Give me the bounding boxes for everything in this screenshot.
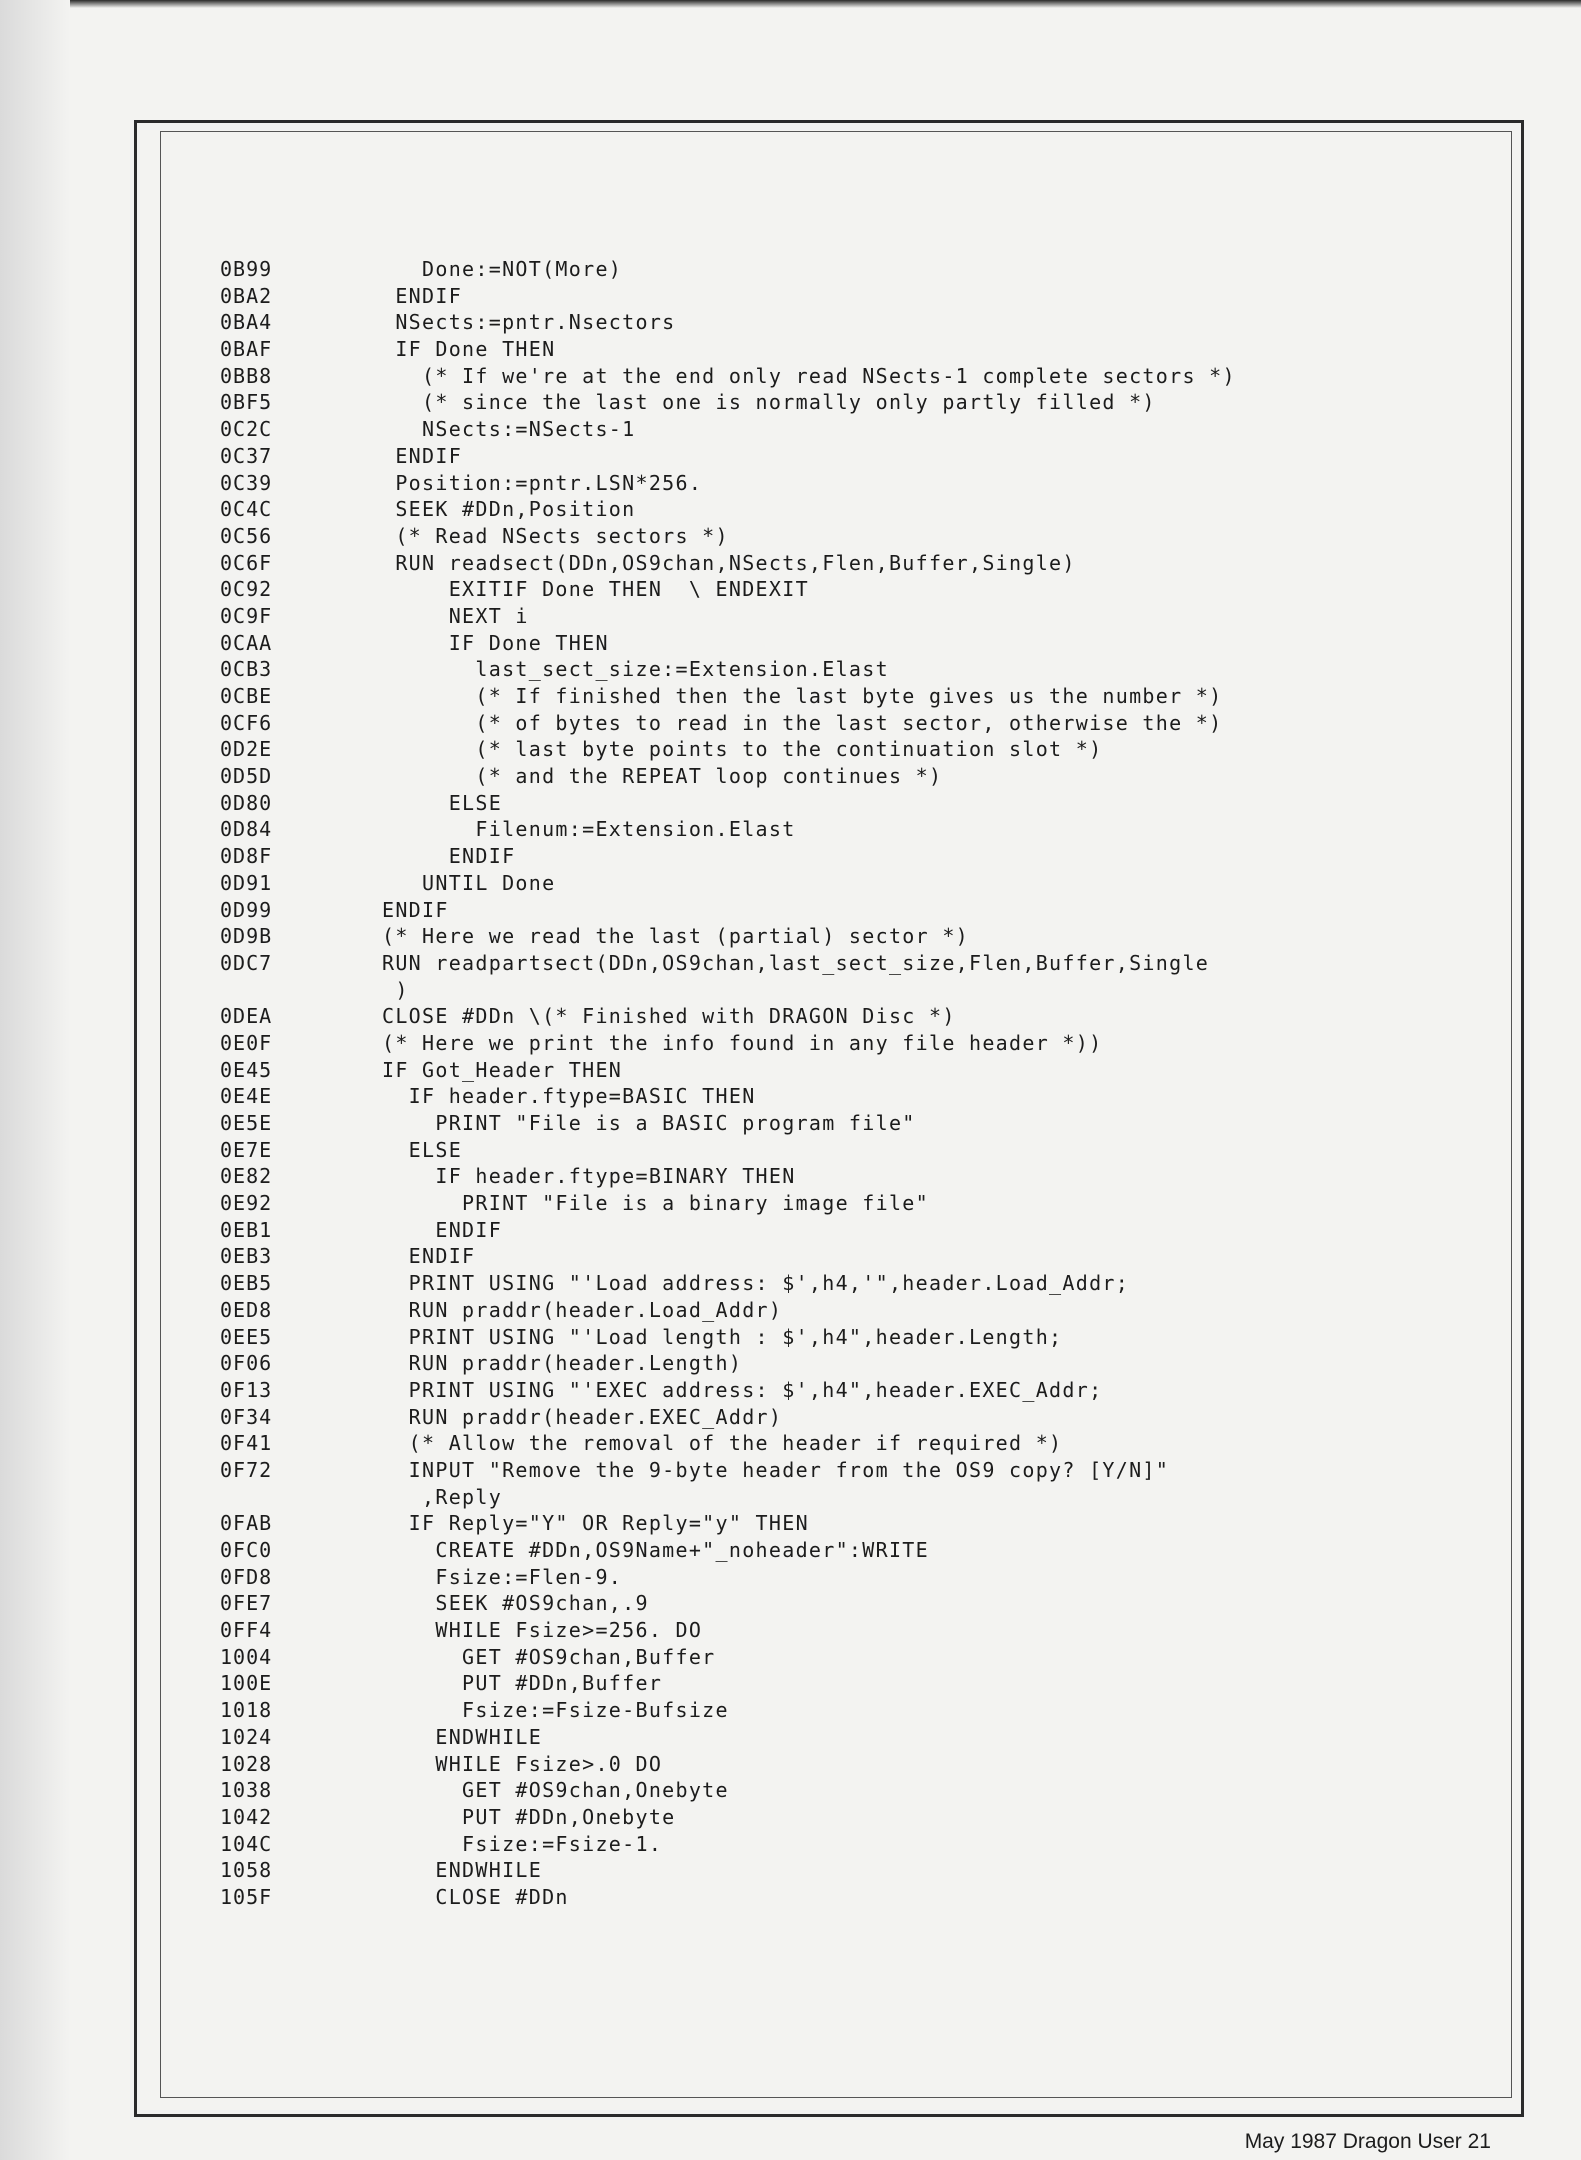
line-code: IF header.ftype=BINARY THEN: [382, 1164, 796, 1189]
listing-line: [0, 1697, 1581, 1724]
listing-line: [0, 1243, 1581, 1270]
line-code: last_sect_size:=Extension.Elast: [382, 657, 889, 682]
line-code: Fsize:=Fsize-1.: [382, 1831, 663, 1856]
line-code: (* Here we read the last (partial) sector *): [382, 924, 970, 949]
listing-line: [0, 683, 1581, 710]
line-address: 0D8F: [220, 844, 273, 869]
listing-line: [0, 1457, 1581, 1484]
line-code: ENDWHILE: [382, 1724, 543, 1749]
line-address: 0C37: [220, 443, 273, 468]
listing-line: [0, 1777, 1581, 1804]
listing-line: [0, 790, 1581, 817]
line-code: RUN praddr(header.Load_Addr): [382, 1297, 783, 1322]
line-code: IF Done THEN: [382, 337, 556, 362]
line-address: 0C56: [220, 523, 273, 548]
listing-line: [0, 1510, 1581, 1537]
line-address: 100E: [220, 1671, 273, 1696]
line-address: 0EB1: [220, 1217, 273, 1242]
line-code: ELSE: [382, 1137, 463, 1162]
line-code: Done:=NOT(More): [382, 257, 623, 281]
line-address: 0B99: [220, 257, 273, 281]
line-code: (* Read NSects sectors *): [382, 523, 729, 548]
line-code: Fsize:=Flen-9.: [382, 1564, 623, 1589]
listing-line: [0, 603, 1581, 630]
listing-line: [0, 336, 1581, 363]
line-code: Fsize:=Fsize-Bufsize: [382, 1698, 729, 1723]
listing-line: [0, 309, 1581, 336]
listing-line: [0, 816, 1581, 843]
listing-line: [0, 1564, 1581, 1591]
line-address: 0BA2: [220, 283, 273, 308]
listing-line: [0, 1030, 1581, 1057]
line-code: ENDIF: [382, 1244, 476, 1269]
line-code: (* Here we print the info found in any file header *)): [382, 1030, 1103, 1055]
line-code: (* If finished then the last byte gives us the number *): [382, 684, 1223, 708]
line-code: INPUT "Remove the 9-byte header from the OS9 copy? [Y/N]": [382, 1457, 1170, 1482]
line-code: PRINT USING "'Load length : $',h4",header.Length;: [382, 1324, 1063, 1349]
listing-line: [0, 1884, 1581, 1911]
line-address: 0E7E: [220, 1137, 273, 1162]
listing-line: [0, 977, 1581, 1004]
line-address: 0C9F: [220, 603, 273, 628]
line-address: 0CBE: [220, 684, 273, 708]
listing-line: [0, 1217, 1581, 1244]
line-code: ENDIF: [382, 443, 463, 468]
line-code: Position:=pntr.LSN*256.: [382, 470, 703, 495]
page-top-edge: [0, 0, 1581, 8]
line-code: IF header.ftype=BASIC THEN: [382, 1084, 756, 1109]
listing-line: [0, 1670, 1581, 1697]
listing-line: [0, 389, 1581, 416]
line-address: 0D2E: [220, 737, 273, 762]
listing-line: [0, 656, 1581, 683]
line-code: PUT #DDn,Onebyte: [382, 1804, 676, 1829]
listing-line: [0, 363, 1581, 390]
line-address: 0D99: [220, 897, 273, 922]
line-code: (* Allow the removal of the header if required *): [382, 1431, 1063, 1456]
line-address: 0F06: [220, 1351, 273, 1376]
page-footer: May 1987 Dragon User 21: [1244, 2130, 1491, 2153]
listing-line: [0, 470, 1581, 497]
line-code: RUN praddr(header.Length): [382, 1351, 743, 1376]
listing-line: [0, 1083, 1581, 1110]
line-address: 0D91: [220, 870, 273, 895]
line-code: NEXT i: [382, 603, 529, 628]
line-address: 0FE7: [220, 1591, 273, 1616]
listing-line: [0, 1724, 1581, 1751]
listing-line: [0, 1057, 1581, 1084]
line-code: RUN praddr(header.EXEC_Addr): [382, 1404, 783, 1429]
line-address: 1028: [220, 1751, 273, 1776]
line-code: PRINT "File is a binary image file": [382, 1191, 929, 1216]
line-address: 1024: [220, 1724, 273, 1749]
line-code: ENDWHILE: [382, 1858, 543, 1883]
listing-line: [0, 496, 1581, 523]
line-address: 0F13: [220, 1377, 273, 1402]
listing-line: [0, 1270, 1581, 1297]
listing-line: [0, 550, 1581, 577]
line-code: (* of bytes to read in the last sector, otherwise the *): [382, 710, 1223, 735]
listing-line: [0, 710, 1581, 737]
line-code: Filenum:=Extension.Elast: [382, 817, 796, 842]
listing-line: [0, 763, 1581, 790]
line-address: 0BB8: [220, 363, 273, 388]
listing-line: [0, 897, 1581, 924]
line-address: 0F34: [220, 1404, 273, 1429]
listing-line: [0, 1324, 1581, 1351]
listing-line: [0, 1831, 1581, 1858]
line-code: (* If we're at the end only read NSects-1 complete sectors *): [382, 363, 1236, 388]
line-address: 0C6F: [220, 550, 273, 575]
listing-line: [0, 1350, 1581, 1377]
line-address: 0C92: [220, 577, 273, 602]
listing-line: [0, 1751, 1581, 1778]
line-address: 0E4E: [220, 1084, 273, 1109]
line-address: 0BAF: [220, 337, 273, 362]
listing-line: [0, 523, 1581, 550]
line-code: CREATE #DDn,OS9Name+"_noheader":WRITE: [382, 1538, 929, 1562]
line-code: RUN readpartsect(DDn,OS9chan,last_sect_size,Flen,Buffer,Single: [382, 950, 1210, 975]
line-code: GET #OS9chan,Buffer: [382, 1644, 716, 1669]
line-code: (* since the last one is normally only partly filled *): [382, 390, 1156, 415]
listing-line: [0, 1297, 1581, 1324]
line-code: WHILE Fsize>.0 DO: [382, 1751, 663, 1776]
listing-line: [0, 1190, 1581, 1217]
line-code: NSects:=NSects-1: [382, 417, 636, 442]
line-code: PUT #DDn,Buffer: [382, 1671, 663, 1696]
code-listing: [0, 256, 1581, 1911]
line-code: ENDIF: [382, 844, 516, 869]
line-address: 0EB5: [220, 1271, 273, 1296]
line-code: IF Reply="Y" OR Reply="y" THEN: [382, 1511, 809, 1536]
listing-line: [0, 1003, 1581, 1030]
line-address: 1018: [220, 1698, 273, 1723]
listing-line: [0, 1404, 1581, 1431]
line-code: CLOSE #DDn \(* Finished with DRAGON Disc *): [382, 1004, 956, 1029]
listing-line: [0, 1137, 1581, 1164]
listing-line: [0, 1377, 1581, 1404]
line-address: 0CF6: [220, 710, 273, 735]
line-address: 0D84: [220, 817, 273, 842]
line-address: 0CB3: [220, 657, 273, 682]
line-address: 1058: [220, 1858, 273, 1883]
line-address: 0CAA: [220, 630, 273, 655]
listing-line: [0, 1804, 1581, 1831]
line-address: 105F: [220, 1884, 273, 1909]
line-code: IF Got_Header THEN: [382, 1057, 623, 1082]
line-address: 1004: [220, 1644, 273, 1669]
listing-line: [0, 443, 1581, 470]
line-code: ELSE: [382, 790, 503, 815]
line-address: 0D5D: [220, 764, 273, 789]
line-code: SEEK #DDn,Position: [382, 497, 636, 522]
line-code: ): [382, 977, 409, 1002]
line-address: 1038: [220, 1778, 273, 1803]
line-address: 0C4C: [220, 497, 273, 522]
line-code: PRINT "File is a BASIC program file": [382, 1111, 916, 1135]
line-code: ENDIF: [382, 1217, 503, 1242]
line-address: 0C39: [220, 470, 273, 495]
listing-line: [0, 256, 1581, 283]
line-address: 0D9B: [220, 924, 273, 949]
line-address: 0F41: [220, 1431, 273, 1456]
line-code: NSects:=pntr.Nsectors: [382, 310, 676, 335]
line-address: 0BA4: [220, 310, 273, 335]
listing-line: [0, 1484, 1581, 1511]
line-code: CLOSE #DDn: [382, 1884, 569, 1909]
line-code: ENDIF: [382, 283, 463, 308]
listing-line: [0, 1163, 1581, 1190]
listing-line: [0, 923, 1581, 950]
listing-line: [0, 870, 1581, 897]
line-code: WHILE Fsize>=256. DO: [382, 1618, 703, 1643]
line-address: 0EE5: [220, 1324, 273, 1349]
listing-line: [0, 736, 1581, 763]
line-code: PRINT USING "'Load address: $',h4,'",header.Load_Addr;: [382, 1271, 1130, 1296]
line-address: 0FC0: [220, 1538, 273, 1562]
listing-line: [0, 630, 1581, 657]
line-address: 0BF5: [220, 390, 273, 415]
line-code: UNTIL Done: [382, 870, 556, 895]
listing-line: [0, 843, 1581, 870]
listing-line: [0, 1857, 1581, 1884]
line-address: 0EB3: [220, 1244, 273, 1269]
line-code: IF Done THEN: [382, 630, 609, 655]
listing-line: [0, 283, 1581, 310]
line-address: 0FF4: [220, 1618, 273, 1643]
listing-line: [0, 1537, 1581, 1564]
line-address: 0E45: [220, 1057, 273, 1082]
line-address: 0D80: [220, 790, 273, 815]
line-code: EXITIF Done THEN \ ENDEXIT: [382, 577, 809, 602]
line-address: 1042: [220, 1804, 273, 1829]
listing-line: [0, 1590, 1581, 1617]
listing-line: [0, 416, 1581, 443]
line-code: ENDIF: [382, 897, 449, 922]
line-address: 0DC7: [220, 950, 273, 975]
listing-line: [0, 1617, 1581, 1644]
listing-line: [0, 1644, 1581, 1671]
line-code: ,Reply: [382, 1484, 503, 1509]
line-address: 0FAB: [220, 1511, 273, 1536]
listing-line: [0, 576, 1581, 603]
line-code: RUN readsect(DDn,OS9chan,NSects,Flen,Buffer,Single): [382, 550, 1076, 575]
listing-line: [0, 950, 1581, 977]
line-address: 0C2C: [220, 417, 273, 442]
line-code: (* and the REPEAT loop continues *): [382, 764, 943, 789]
listing-line: [0, 1430, 1581, 1457]
line-address: 0E92: [220, 1191, 273, 1216]
line-code: GET #OS9chan,Onebyte: [382, 1778, 729, 1803]
line-code: (* last byte points to the continuation slot *): [382, 737, 1103, 762]
line-address: 0ED8: [220, 1297, 273, 1322]
line-address: 104C: [220, 1831, 273, 1856]
line-address: 0E0F: [220, 1030, 273, 1055]
line-address: 0FD8: [220, 1564, 273, 1589]
listing-line: [0, 1110, 1581, 1137]
line-address: 0E82: [220, 1164, 273, 1189]
line-address: 0F72: [220, 1457, 273, 1482]
line-address: 0E5E: [220, 1111, 273, 1135]
line-code: PRINT USING "'EXEC address: $',h4",header.EXEC_Addr;: [382, 1377, 1103, 1402]
line-address: 0DEA: [220, 1004, 273, 1029]
line-code: SEEK #OS9chan,.9: [382, 1591, 649, 1616]
